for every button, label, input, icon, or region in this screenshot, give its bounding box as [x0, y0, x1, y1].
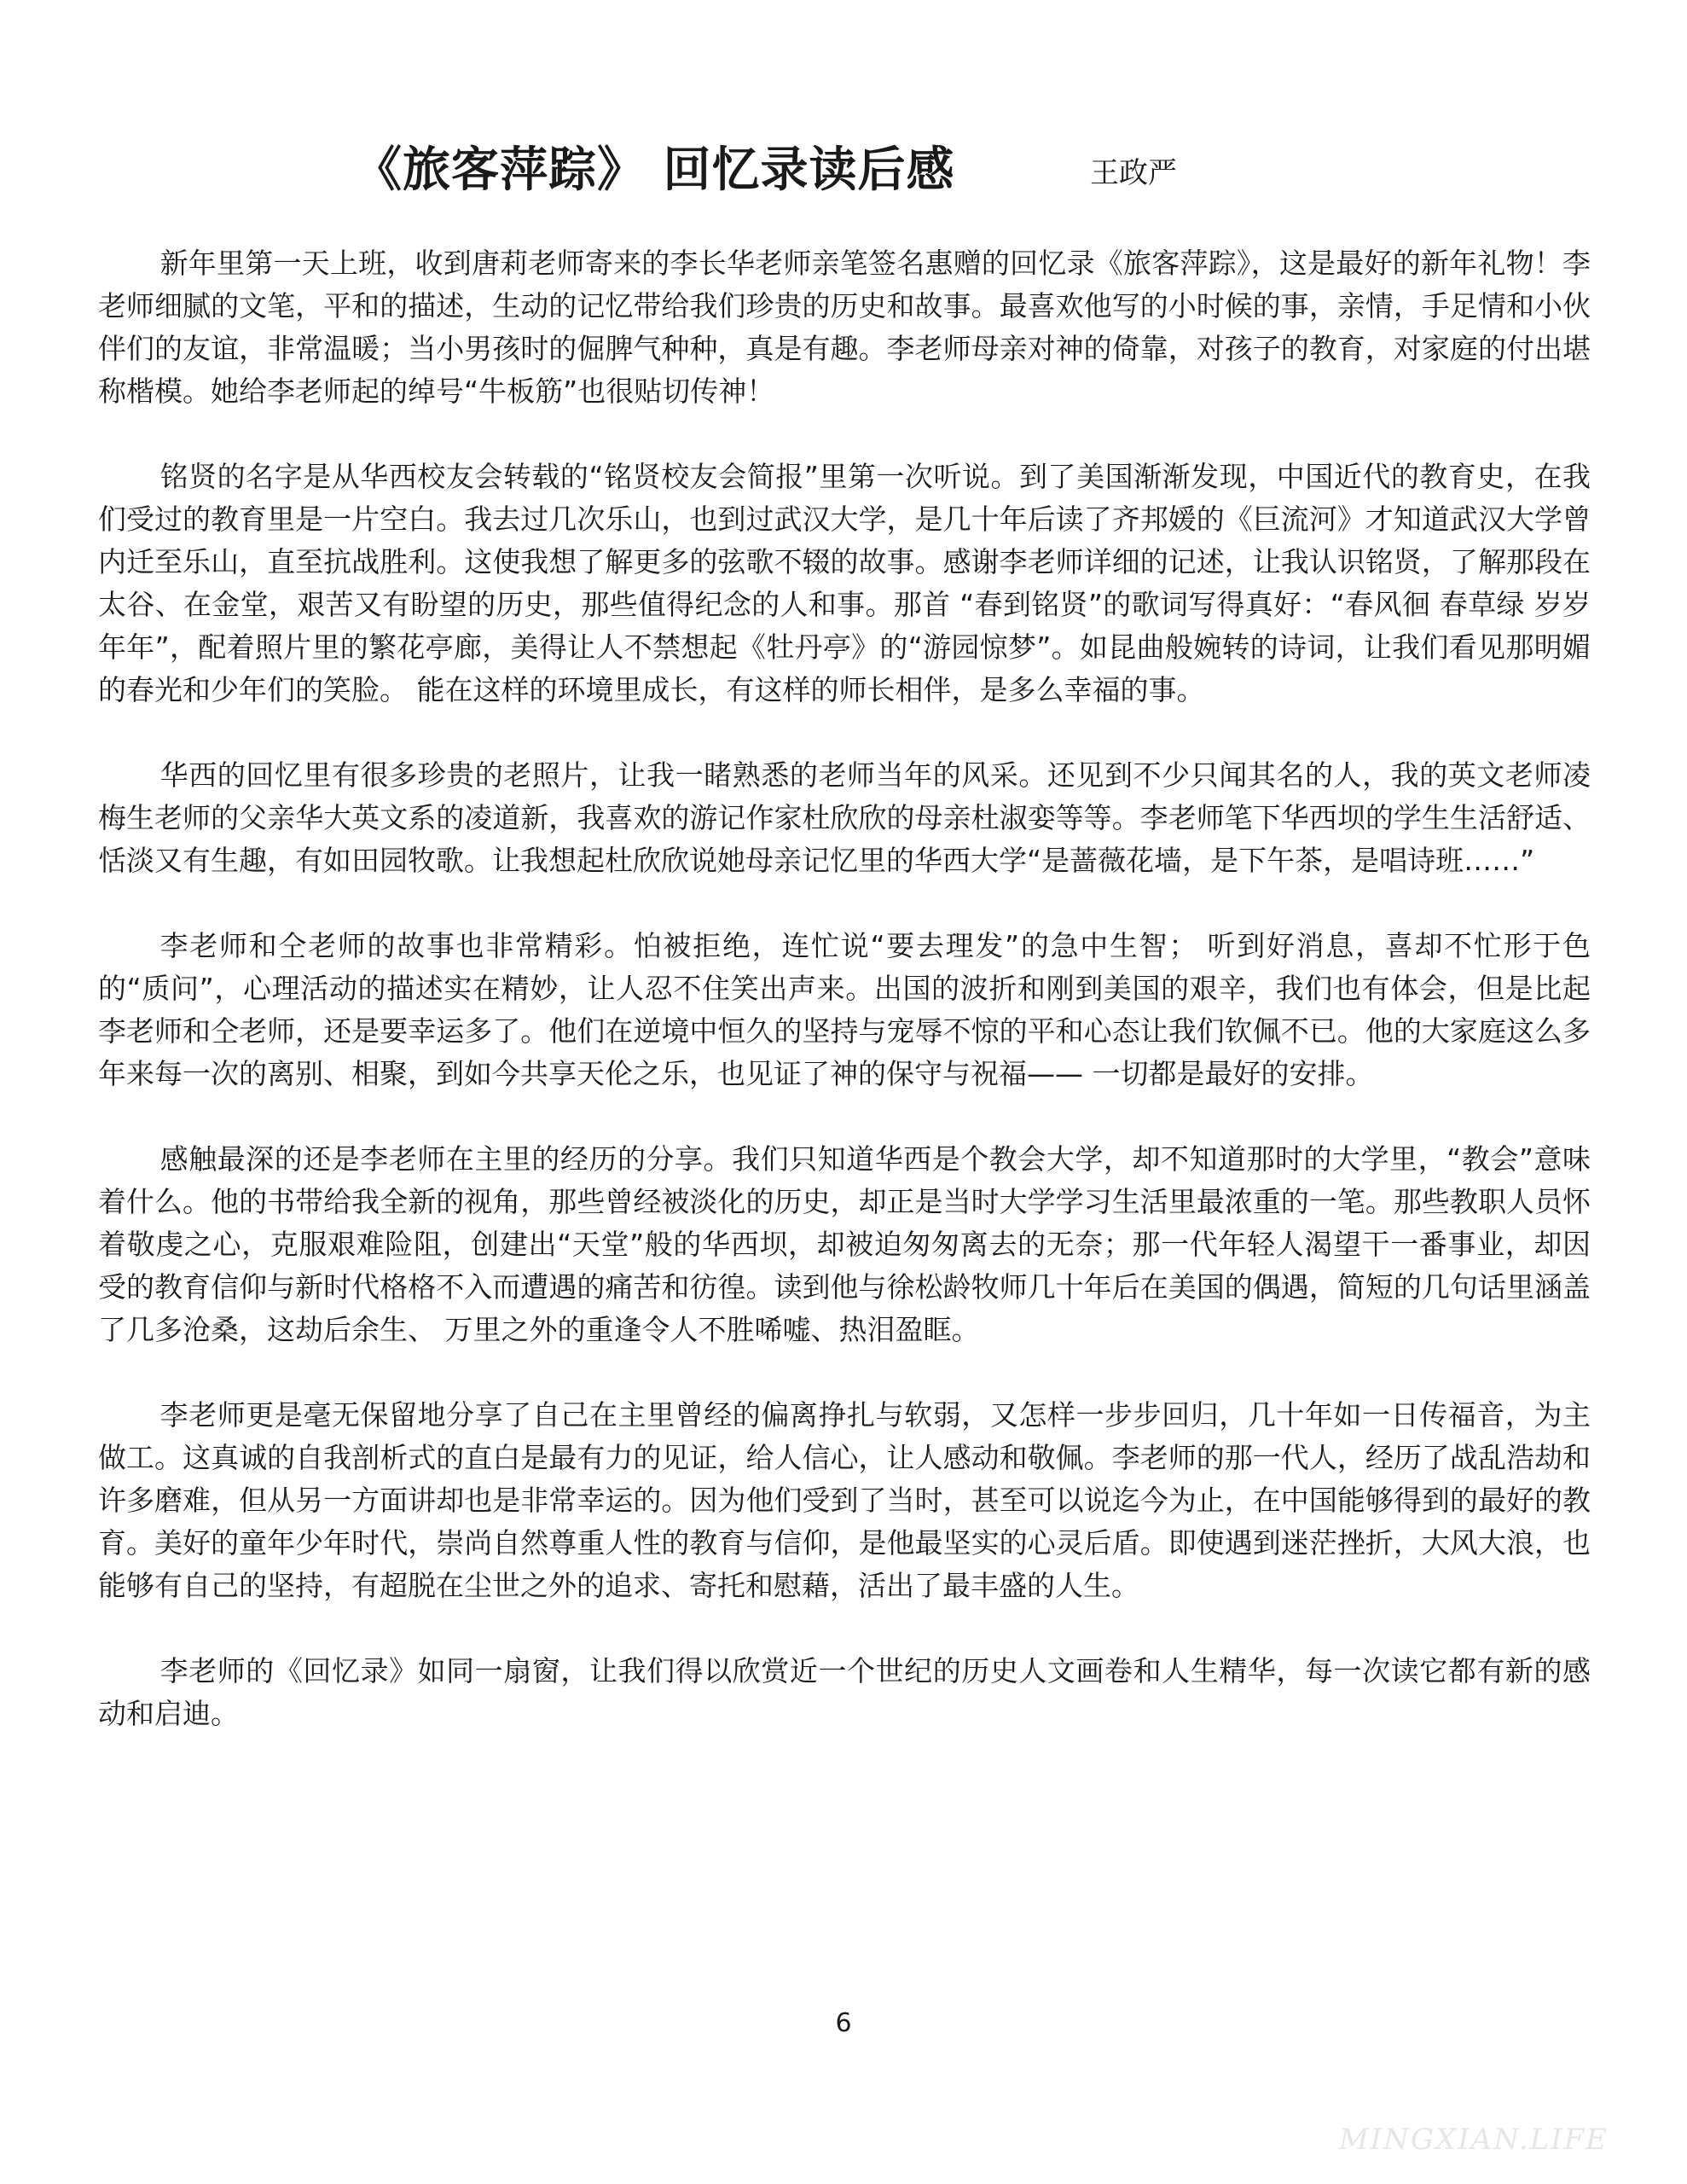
- page-number: 6: [835, 2008, 852, 2038]
- paragraph-6: 李老师更是毫无保留地分享了自己在主里曾经的偏离挣扎与软弱，又怎样一步步回归，几十年如一日传福音，为主做工。这真诚的自我剖析式的直白是最有力的见证，给人信心，让人感动和敬佩。李老师的那一代人，经历了战乱浩劫和许多磨难，但从另一方面讲却也是非常幸运的。因为他们受到了当时，甚至可以说迄今为止，在中国能够得到的最好的教育。美好的童年少年时代，崇尚自然尊重人性的教育与信仰，是他最坚实的心灵后盾。即使遇到迷茫挫折，大风大浪，也能够有自己的坚持，有超脱在尘世之外的追求、寄托和慰藉，活出了最丰盛的人生。: [98, 1398, 1591, 1602]
- site-watermark: MINGXIAN.LIFE: [1338, 2123, 1609, 2157]
- author-name: 王政严: [1090, 156, 1177, 190]
- paragraph-7: 李老师的《回忆录》如同一扇窗，让我们得以欣赏近一个世纪的历史人文画卷和人生精华，每一次读它都有新的感动和启迪。: [98, 1654, 1591, 1730]
- paragraph-1: 新年里第一天上班，收到唐莉老师寄来的李长华老师亲笔签名惠赠的回忆录《旅客萍踪》，这是最好的新年礼物！李老师细腻的文笔，平和的描述，生动的记忆带给我们珍贵的历史和故事。最喜欢他写的小时候的事，亲情，手足情和小伙伴们的友谊，非常温暖；当小男孩时的倔脾气种种，真是有趣。李老师母亲对神的倚靠，对孩子的教育，对家庭的付出堪称楷模。她给李老师起的绰号“牛板筋”也很贴切传神！: [98, 247, 1591, 408]
- paragraph-3: 华西的回忆里有很多珍贵的老照片，让我一睹熟悉的老师当年的风采。还见到不少只闻其名的人，我的英文老师凌梅生老师的父亲华大英文系的凌道新，我喜欢的游记作家杜欣欣的母亲杜淑娈等等。李老师笔下华西坝的学生生活舒适、恬淡又有生趣，有如田园牧歌。让我想起杜欣欣说她母亲记忆里的华西大学“是蔷薇花墙，是下午茶，是唱诗班……”: [98, 758, 1591, 877]
- article-title: 《旅客萍踪》 回忆录读后感: [354, 142, 955, 198]
- paragraph-2: 铭贤的名字是从华西校友会转载的“铭贤校友会简报”里第一次听说。到了美国渐渐发现，中国近代的教育史，在我们受过的教育里是一片空白。我去过几次乐山，也到过武汉大学，是几十年后读了齐邦媛的《巨流河》才知道武汉大学曾内迁至乐山，直至抗战胜利。这使我想了解更多的弦歌不辍的故事。感谢李老师详细的记述，让我认识铭贤，了解那段在太谷、在金堂，艰苦又有盼望的历史，那些值得纪念的人和事。那首 “春到铭贤”的歌词写得真好：“春风徊 春草绿 岁岁年年”，配着照片里的繁花亭廊，美得让人不禁想起《牡丹亭》的“游园惊梦”。如昆曲般婉转的诗词，让我们看见那明媚的春光和少年们的笑脸。 能在这样的环境里成长，有这样的师长相伴，是多么幸福的事。: [98, 460, 1591, 706]
- paragraph-4: 李老师和仝老师的故事也非常精彩。怕被拒绝，连忙说“要去理发”的急中生智； 听到好消息，喜却不忙形于色的“质问”，心理活动的描述实在精妙，让人忍不住笑出声来。出国的波折和刚到美国的艰辛，我们也有体会，但是比起李老师和仝老师，还是要幸运多了。他们在逆境中恒久的坚持与宠辱不惊的平和心态让我们钦佩不已。他的大家庭这么多年来每一次的离别、相聚，到如今共享天伦之乐，也见证了神的保守与祝福—— 一切都是最好的安排。: [98, 929, 1591, 1090]
- article-body: [98, 242, 1591, 1778]
- article-header: [0, 136, 1687, 213]
- paragraph-5: 感触最深的还是李老师在主里的经历的分享。我们只知道华西是个教会大学，却不知道那时的大学里，“教会”意味着什么。他的书带给我全新的视角，那些曾经被淡化的历史，却正是当时大学学习生活里最浓重的一笔。那些教职人员怀着敬虔之心，克服艰难险阻，创建出“天堂”般的华西坝，却被迫匆匆离去的无奈；那一代年轻人渴望干一番事业，却因受的教育信仰与新时代格格不入而遭遇的痛苦和彷徨。读到他与徐松龄牧师几十年后在美国的偶遇，简短的几句话里涵盖了几多沧桑，这劫后余生、 万里之外的重逢令人不胜唏嘘、热泪盈眶。: [98, 1142, 1591, 1346]
